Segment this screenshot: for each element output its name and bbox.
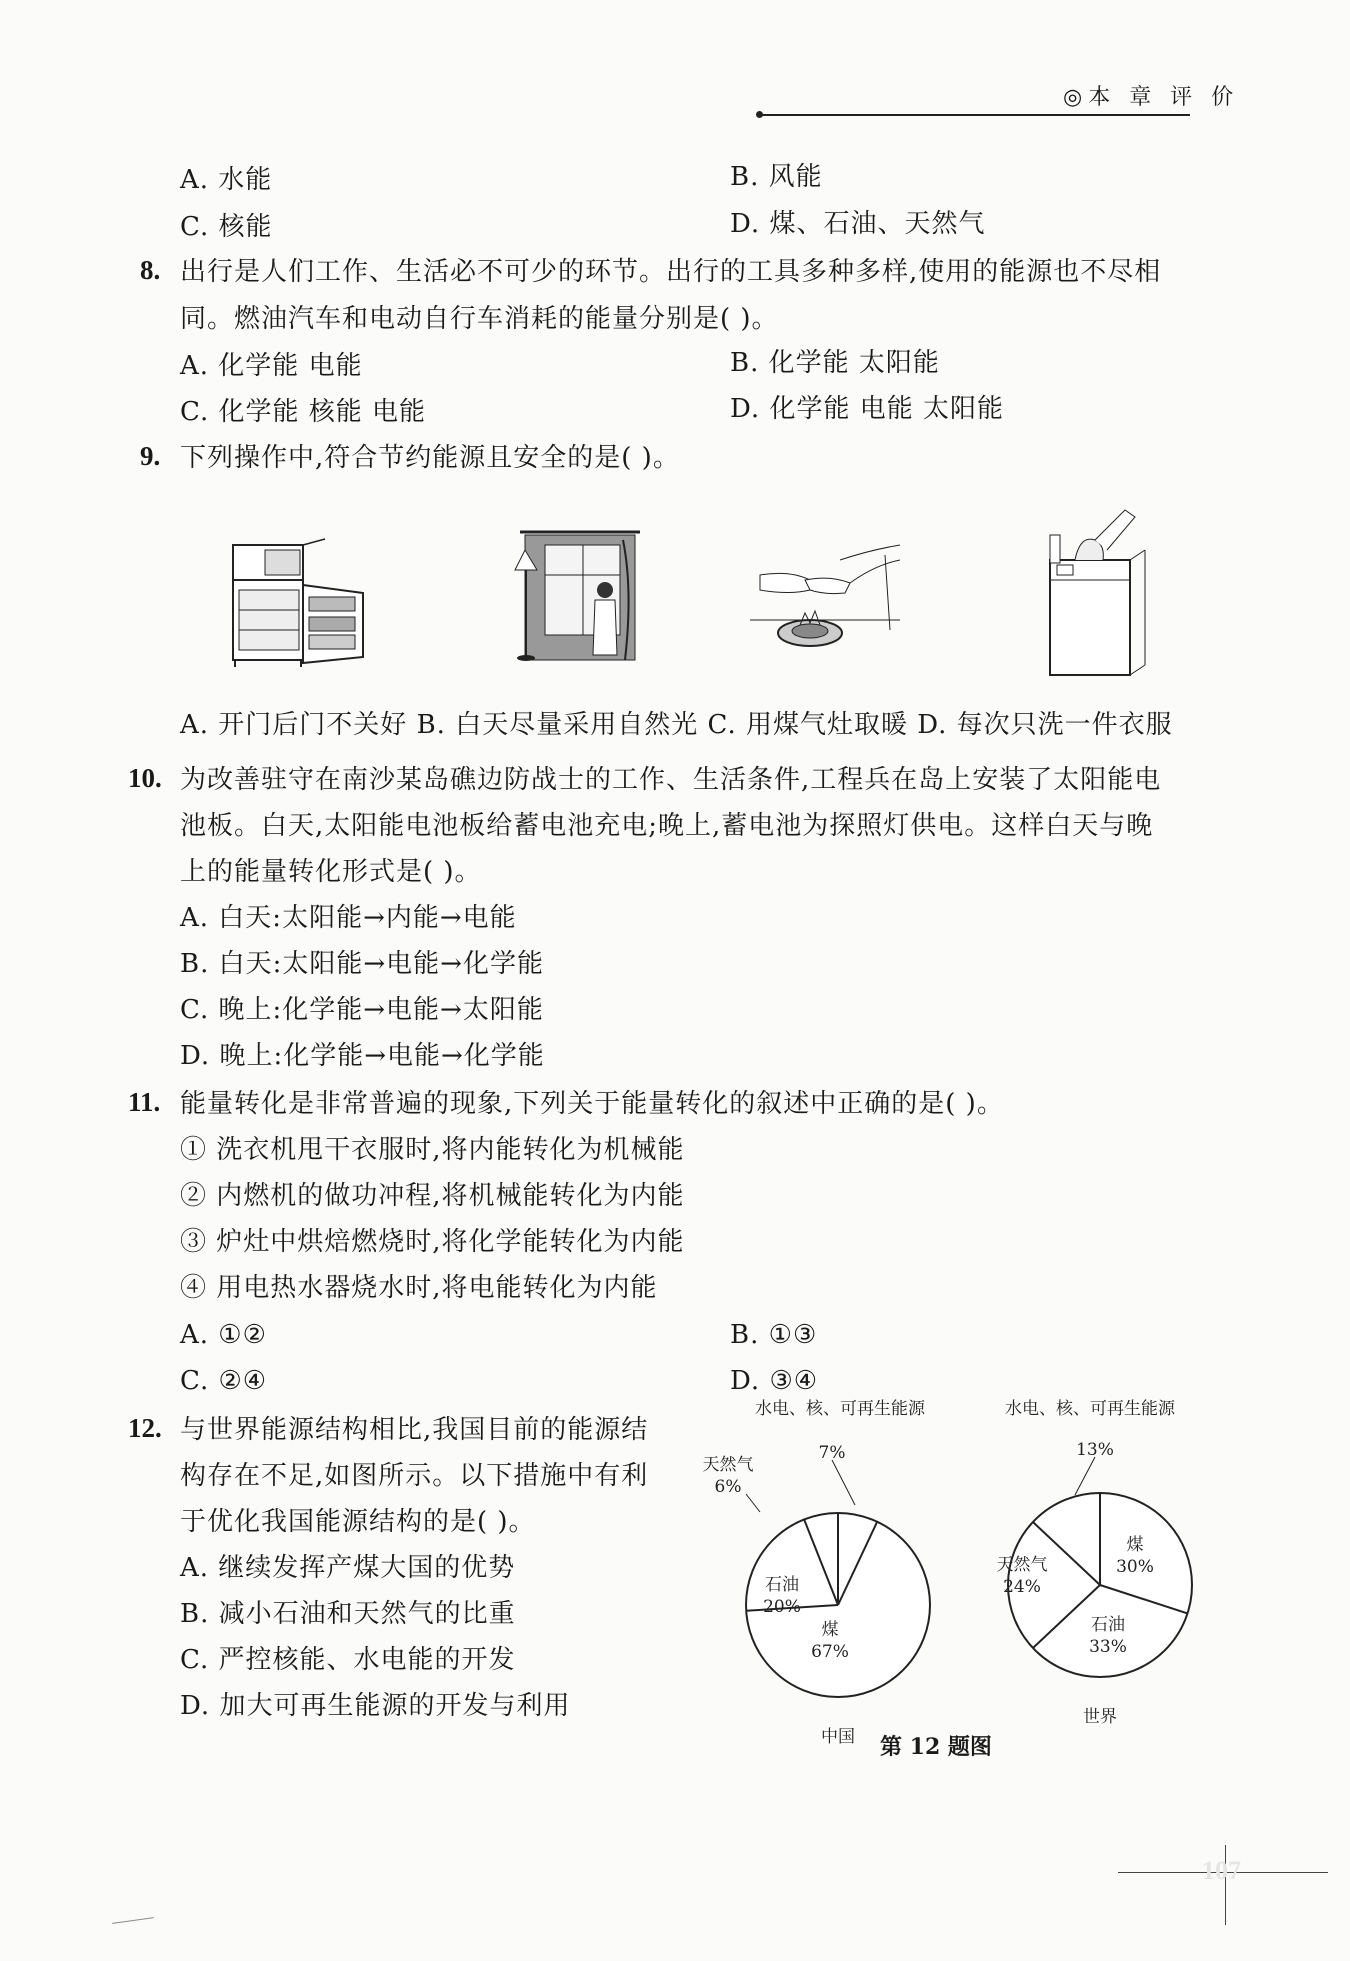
- pie-label-value: 24%: [1003, 1577, 1041, 1597]
- q11-option-a: A. ①②: [180, 1320, 267, 1350]
- q11-option-b: B. ①③: [730, 1320, 818, 1350]
- q10-stem-line2: 池板。白天,太阳能电池板给蓄电池充电;晚上,蓄电池为探照灯供电。这样白天与晚: [180, 811, 1154, 841]
- pie-chart-title: 世界: [1083, 1707, 1117, 1727]
- q8-option-c: C. 化学能 核能 电能: [180, 397, 427, 427]
- gas-stove-illustration: [750, 535, 910, 665]
- margin-mark: [112, 1917, 154, 1924]
- q12-option-d: D. 加大可再生能源的开发与利用: [180, 1691, 571, 1721]
- world-energy-pie-chart: [960, 1399, 1210, 1727]
- q10-option-a: A. 白天:太阳能→内能→电能: [180, 903, 517, 933]
- q12-option-a: A. 继续发挥产煤大国的优势: [180, 1553, 516, 1583]
- q12-stem-line3: 于优化我国能源结构的是( )。: [180, 1507, 536, 1537]
- q9-options: A. 开门后门不关好 B. 白天尽量采用自然光 C. 用煤气灶取暖 D. 每次只洗一件衣服: [180, 710, 1173, 740]
- pie-label-value: 33%: [1089, 1637, 1127, 1657]
- pie-label-name: 石油: [765, 1575, 799, 1595]
- pie-callout-line: [832, 1460, 855, 1505]
- q12-number: 12.: [128, 1413, 162, 1443]
- q11-option-d: D. ③④: [730, 1366, 819, 1396]
- pie-label-value: 7%: [818, 1443, 846, 1463]
- washing-machine-illustration: [1035, 505, 1160, 680]
- q8-number: 8.: [140, 255, 161, 285]
- pie-label-name: 水电、核、可再生能源: [1005, 1399, 1175, 1419]
- q11-statement-2: ② 内燃机的做功冲程,将机械能转化为内能: [180, 1181, 685, 1211]
- q11-statement-3: ③ 炉灶中烘焙燃烧时,将化学能转化为内能: [180, 1227, 685, 1257]
- pie-label-value: 13%: [1076, 1440, 1114, 1460]
- pie-label-value: 6%: [714, 1477, 742, 1497]
- q7-option-b: B. 风能: [730, 162, 823, 192]
- pie-label-name: 煤: [1126, 1535, 1144, 1555]
- q12-option-b: B. 减小石油和天然气的比重: [180, 1599, 516, 1629]
- q7-option-a: A. 水能: [180, 165, 273, 195]
- pie-label-name: 天然气: [996, 1555, 1048, 1575]
- q8-stem-line1: 出行是人们工作、生活必不可少的环节。出行的工具多种多样,使用的能源也不尽相: [180, 257, 1162, 287]
- q10-option-c: C. 晚上:化学能→电能→太阳能: [180, 995, 544, 1025]
- pie-label-name: 天然气: [702, 1455, 754, 1475]
- header-rule-dot: [756, 111, 763, 118]
- pie-label-name: 石油: [1091, 1615, 1125, 1635]
- header-rule: [760, 114, 1190, 116]
- window-daylight-illustration: [505, 520, 650, 670]
- pie-label-value: 30%: [1116, 1557, 1154, 1577]
- q8-stem-line2: 同。燃油汽车和电动自行车消耗的能量分别是( )。: [180, 304, 779, 334]
- q11-statement-1: ① 洗衣机甩干衣服时,将内能转化为机械能: [180, 1135, 685, 1165]
- page-number: 107: [1202, 1856, 1241, 1885]
- q12-option-c: C. 严控核能、水电能的开发: [180, 1645, 516, 1675]
- q11-option-c: C. ②④: [180, 1366, 268, 1396]
- pie-label-name: 煤: [821, 1620, 839, 1640]
- pie-label-value: 20%: [763, 1597, 801, 1617]
- q12-stem-line2: 构存在不足,如图所示。以下措施中有利: [180, 1461, 649, 1491]
- q8-option-d: D. 化学能 电能 太阳能: [730, 394, 1004, 424]
- q8-option-a: A. 化学能 电能: [180, 351, 363, 381]
- refrigerator-illustration: [225, 535, 385, 670]
- q10-option-b: B. 白天:太阳能→电能→化学能: [180, 949, 544, 979]
- q9-number: 9.: [140, 441, 161, 471]
- q9-stem: 下列操作中,符合节约能源且安全的是( )。: [180, 443, 680, 473]
- q12-stem-line1: 与世界能源结构相比,我国目前的能源结: [180, 1415, 649, 1445]
- pie-callout-line: [1075, 1457, 1095, 1495]
- q11-number: 11.: [128, 1087, 161, 1117]
- q10-stem-line3: 上的能量转化形式是( )。: [180, 857, 482, 887]
- q10-number: 10.: [128, 763, 162, 793]
- q11-statement-4: ④ 用电热水器烧水时,将电能转化为内能: [180, 1273, 658, 1303]
- q10-stem-line1: 为改善驻守在南沙某岛礁边防战士的工作、生活条件,工程兵在岛上安装了太阳能电: [180, 765, 1162, 795]
- china-energy-pie-chart: [700, 1399, 950, 1747]
- pie-chart-title: 中国: [821, 1727, 855, 1747]
- q8-option-b: B. 化学能 太阳能: [730, 348, 940, 378]
- q10-option-d: D. 晚上:化学能→电能→化学能: [180, 1041, 545, 1071]
- q7-option-c: C. 核能: [180, 212, 273, 242]
- pie-label-value: 67%: [811, 1642, 849, 1662]
- figure-caption: 第 12 题图: [880, 1734, 992, 1760]
- q11-stem: 能量转化是非常普遍的现象,下列关于能量转化的叙述中正确的是( )。: [180, 1089, 1004, 1119]
- pie-callout-line: [746, 1494, 760, 1512]
- pie-label-name: 水电、核、可再生能源: [755, 1399, 925, 1419]
- chapter-header: ◎本 章 评 价: [1063, 85, 1240, 110]
- q7-option-d: D. 煤、石油、天然气: [730, 209, 986, 239]
